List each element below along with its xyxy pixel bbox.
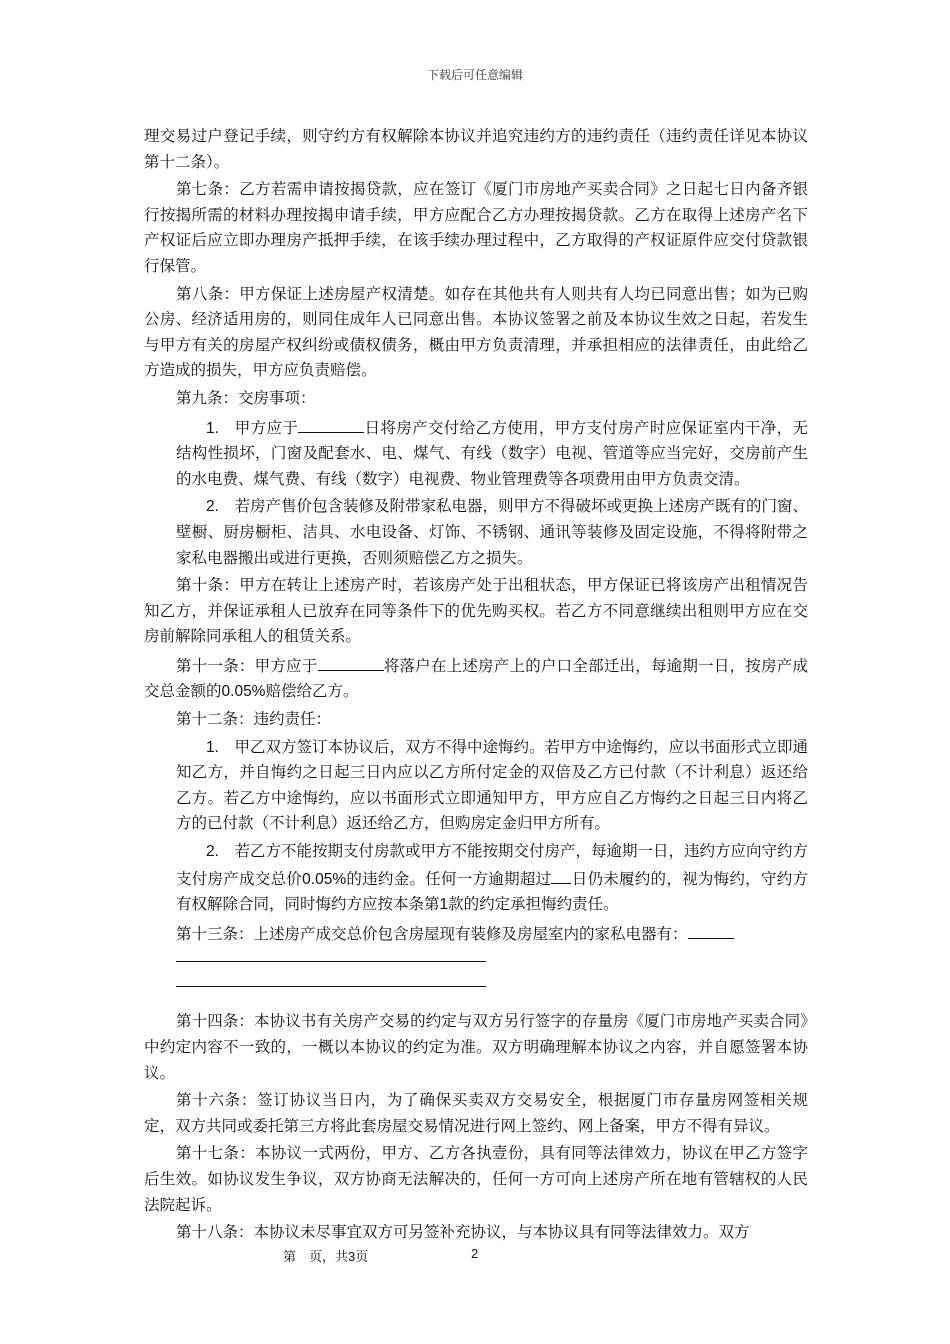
penalty-rate: 0.05% xyxy=(302,870,347,888)
article-13-text: 第十三条：上述房产成交总价包含房屋现有装修及房屋室内的家私电器有： xyxy=(176,924,688,943)
article-11-text: 赔偿给乙方。 xyxy=(265,682,359,701)
item-text: 甲乙双方签订本协议后，双方不得中途悔约。若甲方中途悔约，应以书面形式立即通知乙方，并自悔约之日起三日内应以乙方所付定金的双倍及乙方已付款（不计利息）返还给乙方。若乙方中途悔约，应以书面形式立即通知甲方，甲方应自乙方悔约之日起三日内将乙方的已付款（不计利息）返还给乙方，但购房定金归甲方所有。 xyxy=(176,737,808,833)
item-text: 日将房产交付给乙方使用，甲方支付房产时应保证室内干净，无结构性损坏，门窗及配套水、电、煤气、有线（数字）电视、管道等应当完好，交房前产生的水电费、煤气费、有线（数字）电视费、物业管理费等各项费用由甲方负责交清。 xyxy=(176,418,808,488)
article-9-item-1 xyxy=(176,414,808,493)
page-count-text: 第 页，共 xyxy=(283,1250,349,1265)
article-18: 第十八条：本协议未尽事宜双方可另签补充协议，与本协议具有同等法律效力。双方 xyxy=(176,1223,750,1242)
item-text: 甲方应于 xyxy=(234,418,299,437)
page-header: 下载后可任意编辑 xyxy=(426,68,523,82)
item-text: 款的约定承担悔约责任。 xyxy=(448,895,619,914)
article-13 xyxy=(144,920,808,948)
article-11 xyxy=(144,652,808,705)
item-text: 日仍未履约的，视为悔约，守约方有权解除合同，同时悔约方应按本条第 xyxy=(176,869,808,914)
fill-blank-date xyxy=(298,414,364,433)
page-total: 3 xyxy=(348,1249,356,1264)
item-number: 2. xyxy=(206,843,219,861)
item-text: 若房产售价包含装修及附带家私电器，则甲方不得破坏或更换上述房产既有的门窗、壁橱、厨房橱柜、洁具、水电设备、灯饰、不锈钢、通讯等装修及固定设施，不得将附带之家私电器搬出或进行更换，否则须赔偿乙方之损失。 xyxy=(176,497,808,567)
item-number: 1. xyxy=(206,738,219,756)
article-10: 第十条：甲方在转让上述房产时，若该房产处于出租状态，甲方保证已将该房产出租情况告知乙方，并保证承租人已放弃在同等条件下的优先购买权。若乙方不同意继续出租则甲方应在交房前解除同承租人的租赁关系。 xyxy=(144,576,808,646)
fill-blank-days xyxy=(551,865,571,884)
article-17: 第十七条：本协议一式两份，甲方、乙方各执壹份，具有同等法律效力，协议在甲乙方签字后生效。如协议发生争议，双方协商无法解决的，任何一方可向上述房产所在地有管辖权的人民法院起诉。 xyxy=(144,1144,808,1214)
fill-blank-items xyxy=(688,920,734,939)
article-11-text: 第十一条：甲方应于 xyxy=(176,656,318,675)
article-9-title: 第九条：交房事项： xyxy=(176,388,316,407)
article-12-item-2 xyxy=(176,839,808,918)
penalty-rate: 0.05% xyxy=(221,683,266,701)
article-11-text: 将落户在上述房产上的户口全部迁出，每逾期一日，按房产成交总金额的 xyxy=(144,656,808,701)
paragraph-continued: 理交易过户登记手续，则守约方有权解除本协议并追究违约方的违约责任（违约责任详见本协议第十二条）。 xyxy=(144,127,808,171)
fill-lines xyxy=(144,949,808,1009)
fill-line xyxy=(176,986,486,987)
article-8: 第八条：甲方保证上述房屋产权清楚。如存在其他共有人则共有人均已同意出售；如为已购公房、经济适用房的，则同住成年人已同意出售。本协议签署之前及本协议生效之日起，若发生与甲方有关的房屋产权纠纷或债权债务，概由甲方负责清理，并承担相应的法律责任，由此给乙方造成的损失，甲方应负责赔偿。 xyxy=(144,284,808,380)
article-12-item-1 xyxy=(176,735,808,837)
article-9-item-2 xyxy=(176,494,808,571)
page-count-text: 页 xyxy=(355,1250,369,1265)
page-count xyxy=(283,1246,368,1265)
item-text: 若乙方不能按期支付房款或甲方不能按期交付房产，每逾期一日，违约方应向守约方支付房产成交总价 xyxy=(176,842,808,888)
document-body xyxy=(144,124,808,1248)
item-number: 1. xyxy=(206,419,219,437)
article-14: 第十四条：本协议书有关房产交易的约定与双方另行签字的存量房《厦门市房地产买卖合同》中约定内容不一致的，一概以本协议的约定为准。双方明确理解本协议之内容，并自愿签署本协议。 xyxy=(144,1012,808,1082)
page-number: 2 xyxy=(471,1246,479,1261)
clause-number: 1 xyxy=(439,896,449,914)
item-text: 的违约金。任何一方逾期超过 xyxy=(346,869,552,888)
fill-line xyxy=(176,961,486,962)
fill-blank-date xyxy=(318,652,384,671)
article-16: 第十六条：签订协议当日内，为了确保买卖双方交易安全，根据厦门市存量房网签相关规定，双方共同或委托第三方将此套房屋交易情况进行网上签约、网上备案，甲方不得有异议。 xyxy=(144,1091,808,1135)
item-number: 2. xyxy=(206,498,219,516)
article-7: 第七条：乙方若需申请按揭贷款，应在签订《厦门市房地产买卖合同》之日起七日内备齐银行按揭所需的材料办理按揭申请手续，甲方应配合乙方办理按揭贷款。乙方在取得上述房产名下产权证后应立即办理房产抵押手续，在该手续办理过程中，乙方取得的产权证原件应交付贷款银行保管。 xyxy=(144,180,808,275)
article-12-title: 第十二条：违约责任： xyxy=(176,710,332,729)
